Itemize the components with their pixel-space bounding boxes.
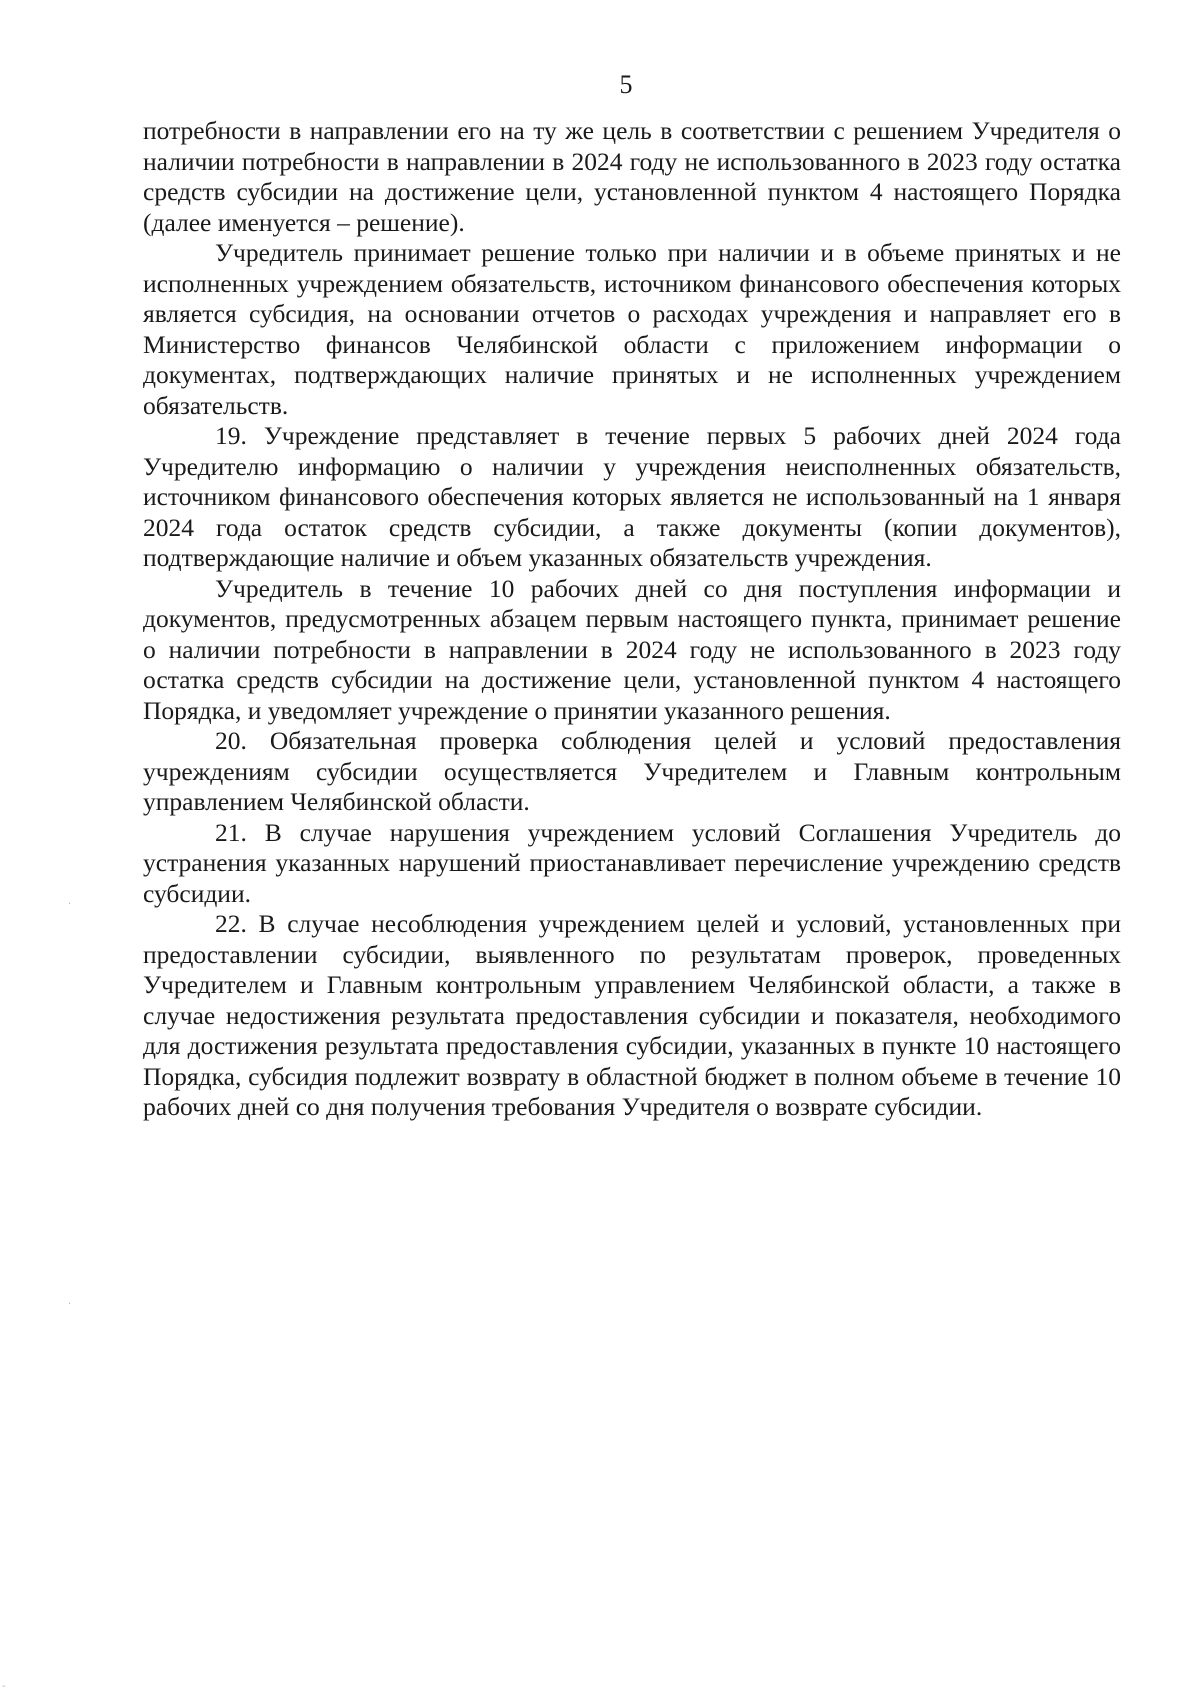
paragraph-continuation: потребности в направлении его на ту же цель в соответствии с решением Учредителя о наличии потребности в направлении в 2024 году не использованного в 2023 году остатка средств субсидии на достижение цели, установленной пунктом 4 настоящего Порядка (далее именуется – решение).	[143, 116, 1121, 237]
scan-mark: ·	[68, 1299, 72, 1310]
paragraph-19-decision: Учредитель в течение 10 рабочих дней со дня поступления информации и документов, предусмотренных абзацем первым настоящего пункта, принимает решение о наличии потребности в направлении в 2024 году не использованного в 2023 году остатка средств субсидии на достижение цели, установленной пунктом 4 настоящего Порядка, и уведомляет учреждение о принятии указанного решения.	[143, 573, 1121, 725]
scan-mark: -	[2, 1681, 6, 1692]
paragraph-19: 19. Учреждение представляет в течение первых 5 рабочих дней 2024 года Учредителю информацию о наличии у учреждения неисполненных обязательств, источником финансового обеспечения которых является не использованный на 1 января 2024 года остаток средств субсидии, а также документы (копии документов), подтверждающие наличие и объем указанных обязательств учреждения.	[143, 421, 1121, 572]
scan-mark: ·	[68, 899, 72, 910]
paragraph-founder-decision: Учредитель принимает решение только при наличии и в объеме принятых и не исполненных учреждением обязательств, источником финансового обеспечения которых является субсидия, на основании отчетов о расходах учреждения и направляет его в Министерство финансов Челябинской области с приложением информации о документах, подтверждающих наличие принятых и не исполненных учреждением обязательств.	[143, 238, 1121, 420]
paragraph-22: 22. В случае несоблюдения учреждением целей и условий, установленных при предоставлении субсидии, выявленного по результатам проверок, проведенных Учредителем и Главным контрольным управлением Челябинской области, а также в случае недостижения результата предоставления субсидии и показателя, необходимого для достижения результата предоставления субсидии, указанных в пункте 10 настоящего Порядка, субсидия подлежит возврату в областной бюджет в полном объеме в течение 10 рабочих дней со дня получения требования Учредителя о возврате субсидии.	[143, 909, 1121, 1121]
document-body	[143, 116, 1121, 1123]
paragraph-21: 21. В случае нарушения учреждением условий Соглашения Учредитель до устранения указанных нарушений приостанавливает перечисление учреждению средств субсидии.	[143, 817, 1121, 908]
page-number: 5	[619, 70, 633, 99]
paragraph-20: 20. Обязательная проверка соблюдения целей и условий предоставления учреждениям субсидии осуществляется Учредителем и Главным контрольным управлением Челябинской области.	[143, 726, 1121, 816]
